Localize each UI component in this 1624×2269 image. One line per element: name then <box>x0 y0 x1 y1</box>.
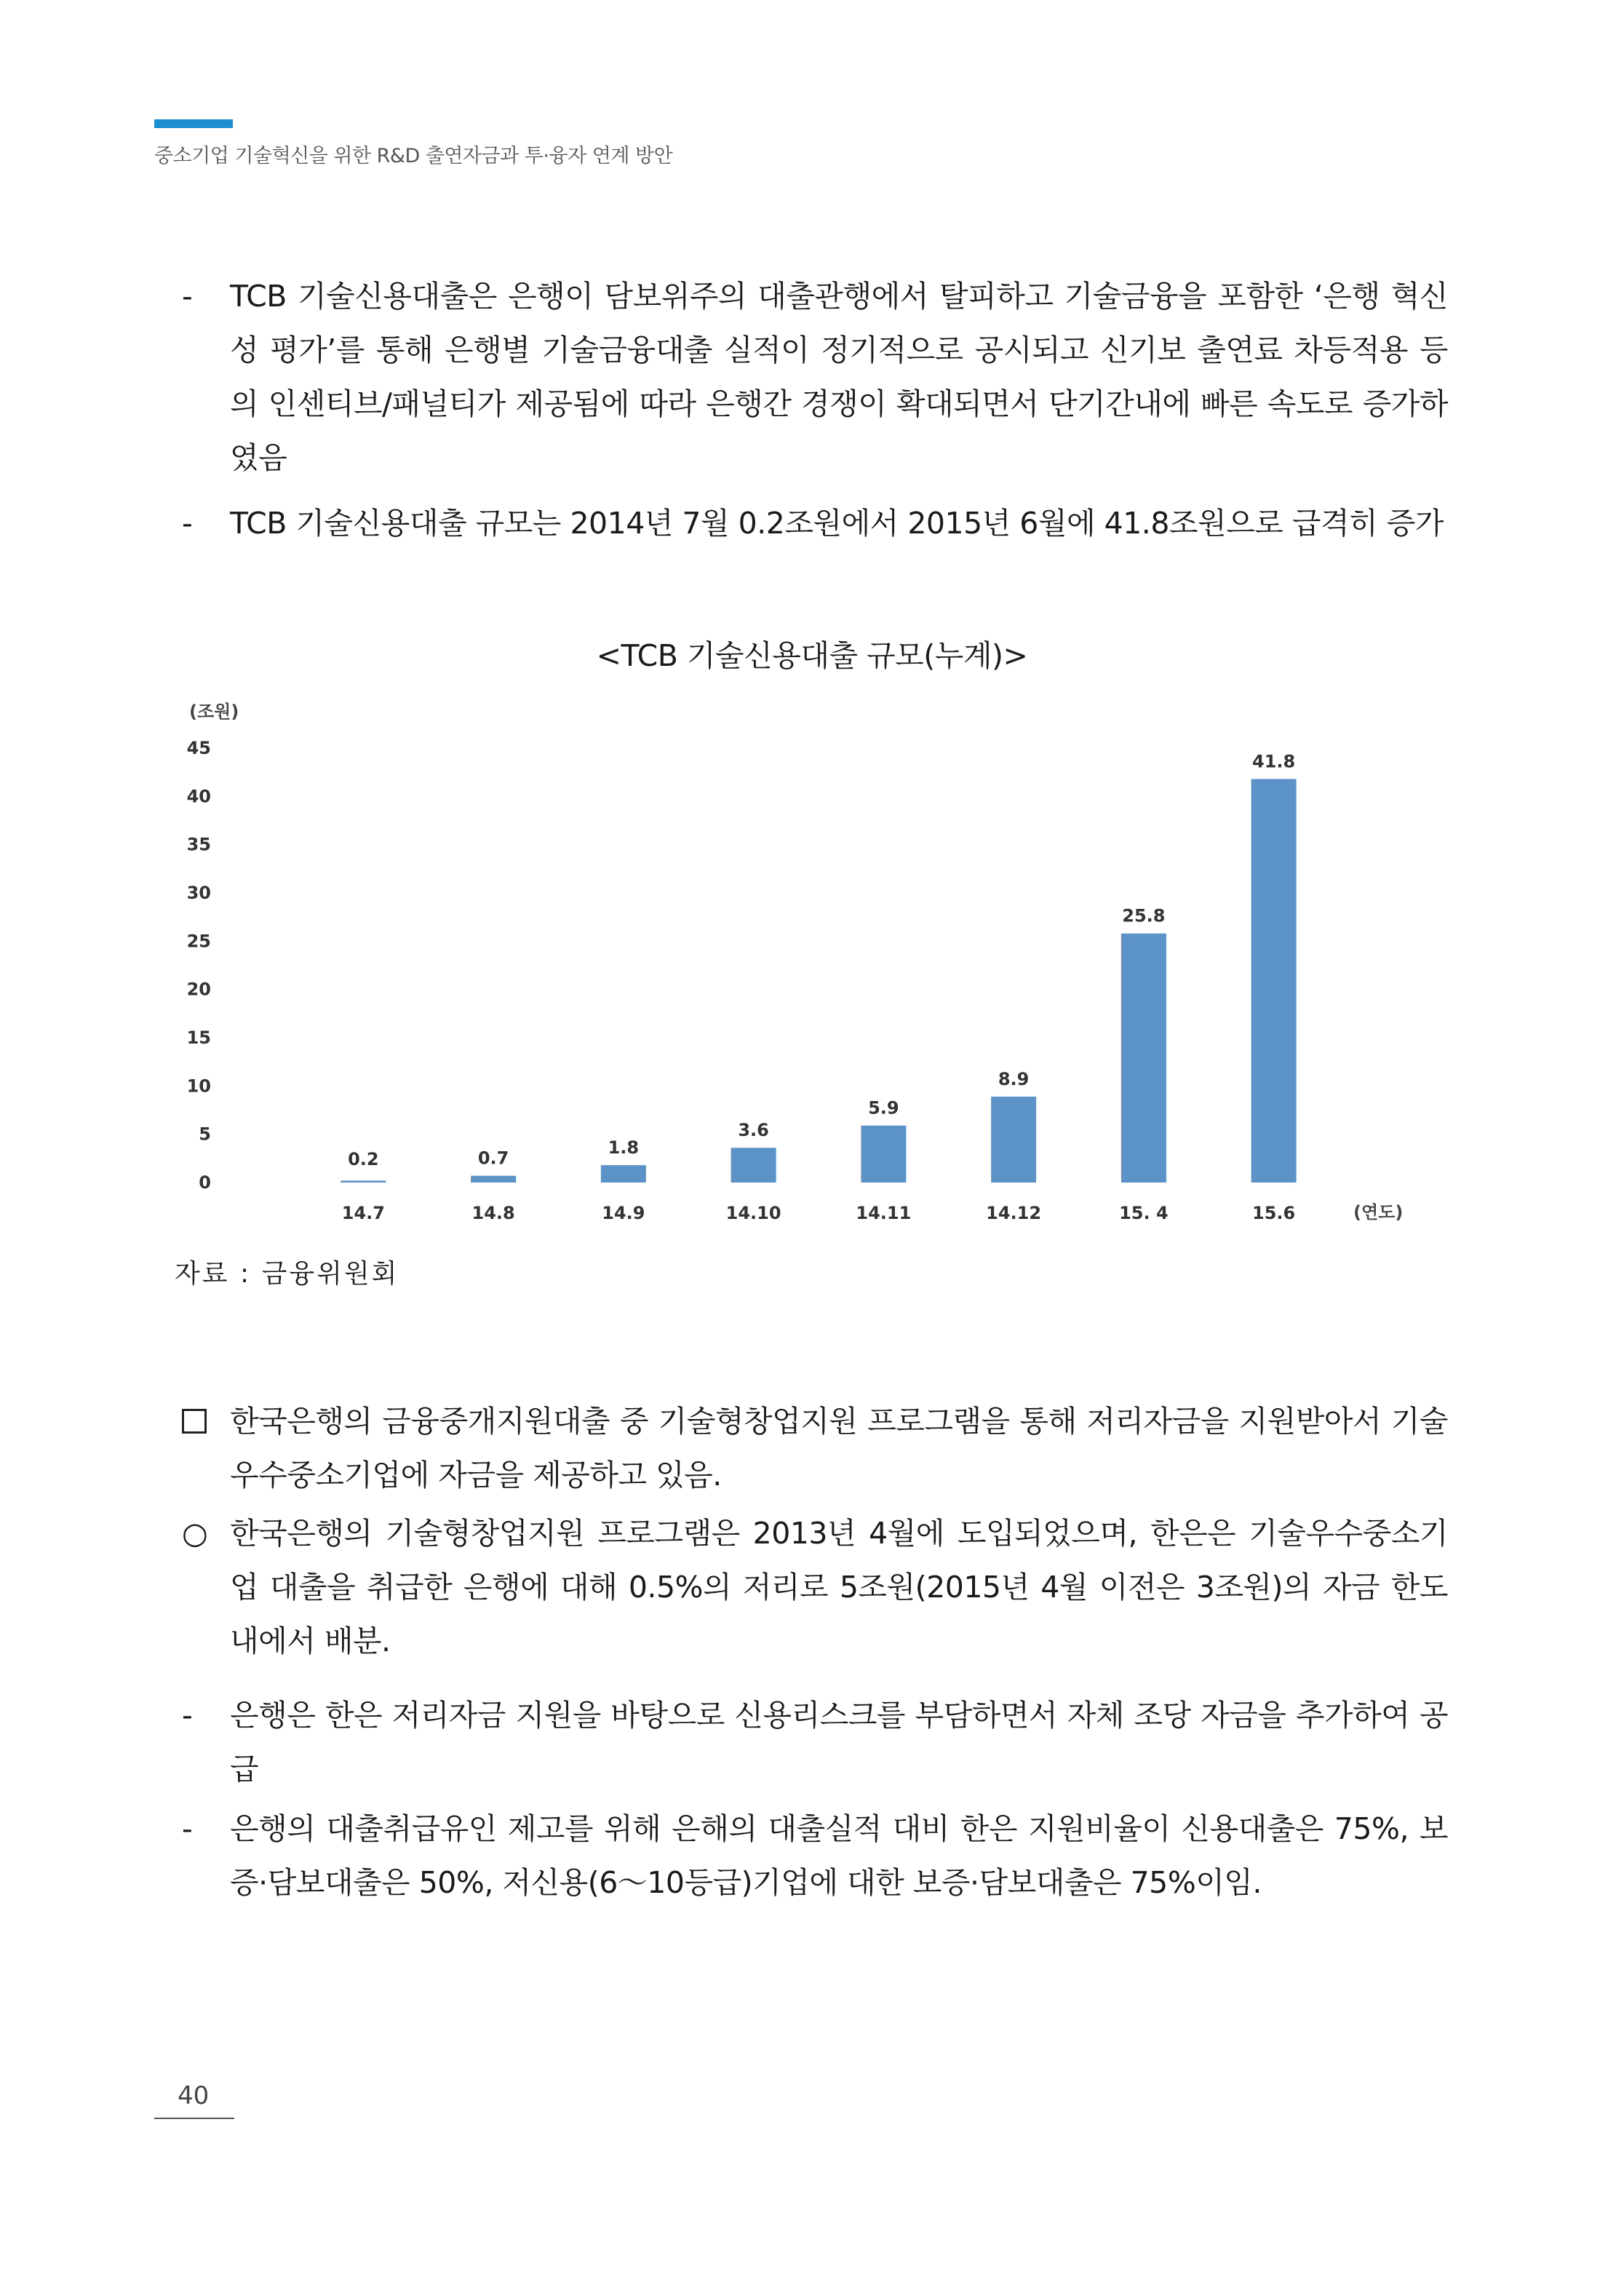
bullet-text: TCB 기술신용대출은 은행이 담보위주의 대출관행에서 탈피하고 기술금융을 포함한 ‘은행 혁신성 평가’를 통해 은행별 기술금융대출 실적이 정기적으로 공시되고 신기보 출연료 차등적용 등의 인센티브/패널티가 제공됨에 따라 은행간 경쟁이 확대되면서 단기간내에 빠른 속도로 증가하였음 <box>230 279 1448 475</box>
y-tick-label: 5 <box>199 1124 211 1145</box>
chart-caption: <TCB 기술신용대출 규모(누계)> <box>596 638 1028 673</box>
y-tick-label: 40 <box>186 786 211 807</box>
bar <box>601 1165 646 1183</box>
bar <box>861 1126 906 1183</box>
x-tick-label: 14.12 <box>986 1203 1042 1223</box>
data-label: 0.2 <box>348 1149 379 1169</box>
y-tick-label: 20 <box>186 979 211 1000</box>
section-heading <box>182 1394 1448 1502</box>
x-tick-label: 14.10 <box>725 1203 781 1223</box>
y-tick-label: 10 <box>186 1076 211 1097</box>
bar-chart <box>160 684 1470 1237</box>
data-label: 8.9 <box>998 1068 1030 1089</box>
x-tick-label: 14.11 <box>856 1203 912 1223</box>
bar <box>1251 779 1297 1183</box>
bullet-paragraph <box>182 1688 1448 1796</box>
data-label: 3.6 <box>738 1120 769 1141</box>
data-label: 1.8 <box>608 1137 640 1159</box>
bullet-paragraph <box>182 1802 1448 1910</box>
data-label: 5.9 <box>868 1097 899 1118</box>
bullet-marker: - <box>182 279 193 314</box>
y-tick-label: 0 <box>199 1172 211 1193</box>
x-axis-label: (연도) <box>1353 1202 1404 1223</box>
y-ticks <box>187 738 211 1193</box>
x-tick-label: 14.9 <box>602 1203 645 1223</box>
bar <box>1121 934 1166 1183</box>
bullet-paragraph <box>182 269 1448 485</box>
data-label: 0.7 <box>477 1148 509 1169</box>
y-tick-label: 25 <box>186 931 211 952</box>
x-ticks <box>342 1203 1295 1223</box>
bar <box>731 1148 776 1183</box>
bullet-paragraph <box>182 496 1448 550</box>
circle-item <box>182 1506 1448 1668</box>
x-tick-label: 14.7 <box>341 1203 385 1223</box>
x-tick-label: 14.8 <box>471 1203 515 1223</box>
checkbox-square-icon <box>182 1394 226 1450</box>
bar <box>991 1097 1036 1183</box>
page-number: 40 <box>178 2081 210 2110</box>
bullet-text: TCB 기술신용대출 규모는 2014년 7월 0.2조원에서 2015년 6월에 41.8조원으로 급격히 증가 <box>230 506 1444 541</box>
bars <box>341 779 1296 1183</box>
bar <box>341 1180 386 1183</box>
y-axis-label: (조원) <box>189 702 239 722</box>
y-tick-label: 45 <box>186 738 211 758</box>
circle-item-text: 한국은행의 기술형창업지원 프로그램은 2013년 4월에 도입되었으며, 한은은 기술우수중소기업 대출을 취급한 은행에 대해 0.5%의 저리로 5조원(2015년 4월 이전은 3조원)의 자금 한도내에서 배분. <box>230 1516 1448 1658</box>
running-header: 중소기업 기술혁신을 위한 R&D 출연자금과 투·융자 연계 방안 <box>154 145 673 167</box>
bullet-text: 은행은 한은 저리자금 지원을 바탕으로 신용리스크를 부담하면서 자체 조당 자금을 추가하여 공급 <box>230 1698 1448 1787</box>
header-accent-bar <box>154 119 233 128</box>
bar <box>471 1176 516 1183</box>
x-tick-label: 15. 4 <box>1119 1203 1169 1223</box>
y-tick-label: 35 <box>186 834 211 855</box>
data-label: 25.8 <box>1122 905 1166 926</box>
x-tick-label: 15.6 <box>1252 1203 1296 1223</box>
circle-marker: ○ <box>182 1516 208 1551</box>
section-heading-text: 한국은행의 금융중개지원대출 중 기술형창업지원 프로그램을 통해 저리자금을 지원받아서 기술우수중소기업에 자금을 제공하고 있음. <box>230 1404 1448 1493</box>
y-tick-label: 30 <box>186 883 211 903</box>
bullet-marker: - <box>182 506 193 541</box>
footer-rule <box>154 2118 234 2119</box>
source-note: 자료 : 금융위원회 <box>175 1259 399 1289</box>
bullet-marker: - <box>182 1811 193 1846</box>
data-label: 41.8 <box>1252 751 1296 772</box>
bullet-marker: - <box>182 1698 193 1733</box>
y-tick-label: 15 <box>186 1028 211 1048</box>
bullet-text: 은행의 대출취급유인 제고를 위해 은해의 대출실적 대비 한은 지원비율이 신용대출은 75%, 보증·담보대출은 50%, 저신용(6～10등급)기업에 대한 보증·담보대출은 75%이임. <box>230 1811 1448 1900</box>
